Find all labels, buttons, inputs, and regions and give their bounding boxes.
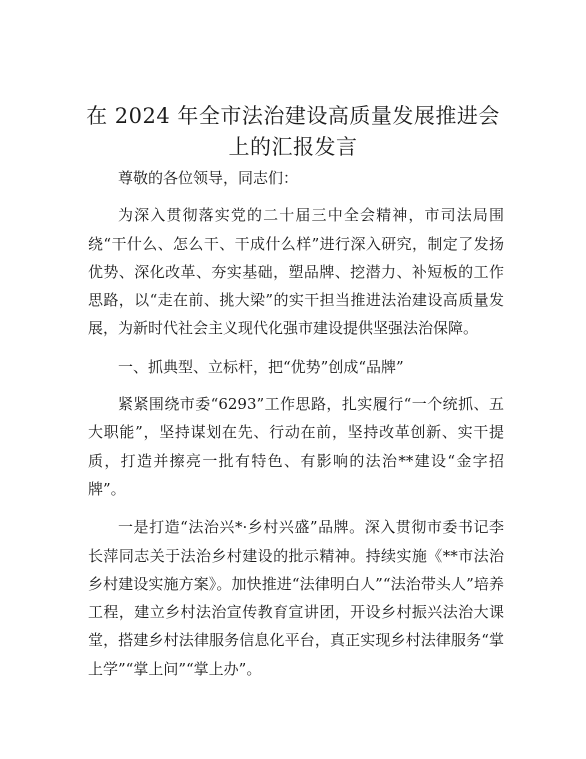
salutation: 尊敬的各位领导，同志们： bbox=[118, 169, 299, 187]
section-heading-1: 一、抓典型、立标杆，把“优势”创成“品牌” bbox=[118, 357, 404, 376]
document-body bbox=[88, 164, 504, 691]
section-1-paragraph: 紧紧围绕市委“6293”工作思路，扎实履行“一个统抓、五大职能”，坚持谋划在先、行动在前，坚持改革创新、实干提质，打造并擦亮一批有特色、有影响的法治**建设“金字招牌”。 bbox=[88, 395, 504, 498]
intro-paragraph: 为深入贯彻落实党的二十届三中全会精神，市司法局围绕“干什么、怎么干、干成什么样”进行深入研究，制定了发扬优势、深化改革、夯实基础，塑品牌、挖潜力、补短板的工作思路，以“走在前、挑大梁”的实干担当推进法治建设高质量发展，为新时代社会主义现代化强市建设提供坚强法治保障。 bbox=[88, 206, 504, 338]
section-1-item-1: 一是打造“法治兴*·乡村兴盛”品牌。深入贯彻市委书记李长萍同志关于法治乡村建设的批示精神。持续实施《**市法治乡村建设实施方案》。加快推进“法律明白人”“法治带头人”培养工程，建立乡村法治宣传教育宣讲团，开设乡村振兴法治大课堂，搭建乡村法律服务信息化平台，真正实现乡村法律服务“掌上学”“掌上问”“掌上办”。 bbox=[88, 518, 504, 678]
document-title: 在 2024 年全市法治建设高质量发展推进会上的汇报发言 bbox=[86, 104, 500, 159]
